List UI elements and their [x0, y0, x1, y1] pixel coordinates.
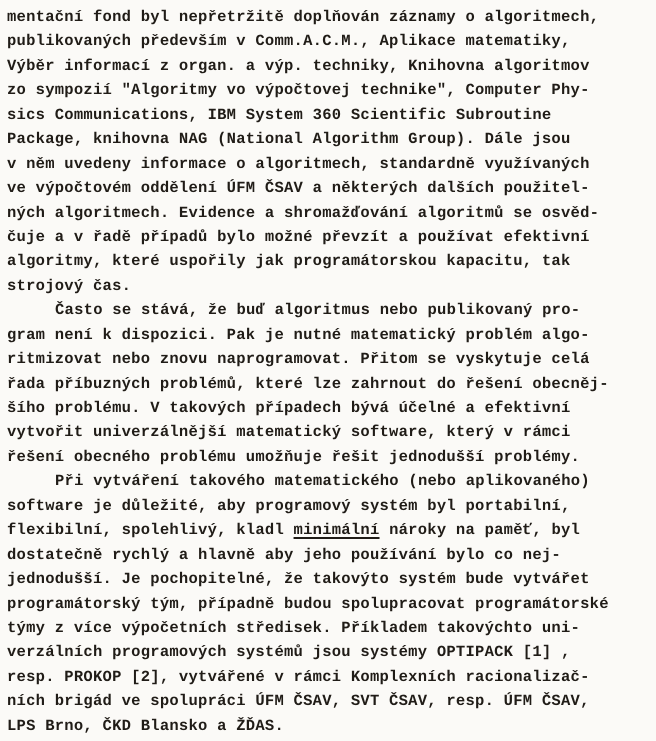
text-line: strojový čas.	[7, 276, 132, 295]
text-line: programátorský tým, případně budou spolupracovat programátorské	[7, 594, 609, 613]
text-line: týmy z více výpočetních středisek. Příkladem takovýchto uni-	[7, 618, 581, 637]
text-line: jednodušší. Je pochopitelné, že takovýto systém bude vytvářet	[7, 570, 590, 589]
text-line: čuje a v řadě případů bylo možné převzít a používat efektivní	[7, 227, 590, 246]
text-line: resp. PROKOP [2], vytvářené v rámci Komplexních racionalizač-	[7, 667, 590, 686]
text-line: řada příbuzných problémů, které lze zahrnout do řešení obecněj-	[7, 374, 609, 393]
text-line: algoritmy, které uspořily jak programátorskou kapacitu, tak	[7, 252, 571, 271]
text-line: LPS Brno, ČKD Blansko a ŽĎAS.	[7, 716, 284, 735]
text-line: mentační fond byl nepřetržitě doplňován záznamy o algoritmech,	[7, 8, 600, 26]
text-line: Často se stává, že buď algoritmus nebo publikovaný pro-	[55, 301, 581, 320]
typewritten-text-block	[7, 5, 651, 738]
text-line: ných algoritmech. Evidence a shromažďování algoritmů se osvěd-	[7, 203, 600, 222]
text-line: software je důležité, aby programový systém byl portabilní,	[7, 496, 571, 515]
text-line: gram není k dispozici. Pak je nutné matematický problém algo-	[7, 325, 590, 344]
text-line: publikovaných především v Comm.A.C.M., Aplikace matematiky,	[7, 32, 571, 51]
text-line: řešení obecného problému umožňuje řešit jednodušší problémy.	[7, 447, 581, 466]
text-line: sics Communications, IBM System 360 Scientific Subroutine	[7, 105, 552, 124]
text-line: vytvořit univerzálnější matematický software, který v rámci	[7, 423, 571, 442]
text-line: Package, knihovna NAG (National Algorithm Group). Dále jsou	[7, 130, 571, 149]
text-line: ritmizovat nebo znovu naprogramovat. Přitom se vyskytuje celá	[7, 350, 590, 369]
text-line: ve výpočtovém oddělení ÚFM ČSAV a některých dalších použitel-	[7, 179, 590, 198]
text-line: v něm uvedeny informace o algoritmech, standardně využívaných	[7, 154, 590, 173]
text-line: šího problému. V takových případech bývá účelné a efektivní	[7, 399, 571, 417]
text-line: Výběr informací z organ. a výp. techniky, Knihovna algoritmov	[7, 56, 590, 75]
underlined-word: minimální	[293, 521, 380, 540]
text-line: dostatečně rychlý a hlavně aby jeho používání bylo co nej-	[7, 545, 561, 564]
text-line: Při vytváření takového matematického (nebo aplikovaného)	[55, 472, 590, 491]
text-line: ních brigád ve spolupráci ÚFM ČSAV, SVT ČSAV, resp. ÚFM ČSAV,	[7, 692, 590, 711]
text-line: zo sympozií "Algoritmy vo výpočtovej technike", Computer Phy-	[7, 81, 590, 100]
text-line: flexibilní, spolehlivý, kladl minimální nároky na paměť, byl	[7, 521, 581, 540]
text-line: verzálních programových systémů jsou systémy OPTIPACK [1] ,	[7, 643, 571, 662]
